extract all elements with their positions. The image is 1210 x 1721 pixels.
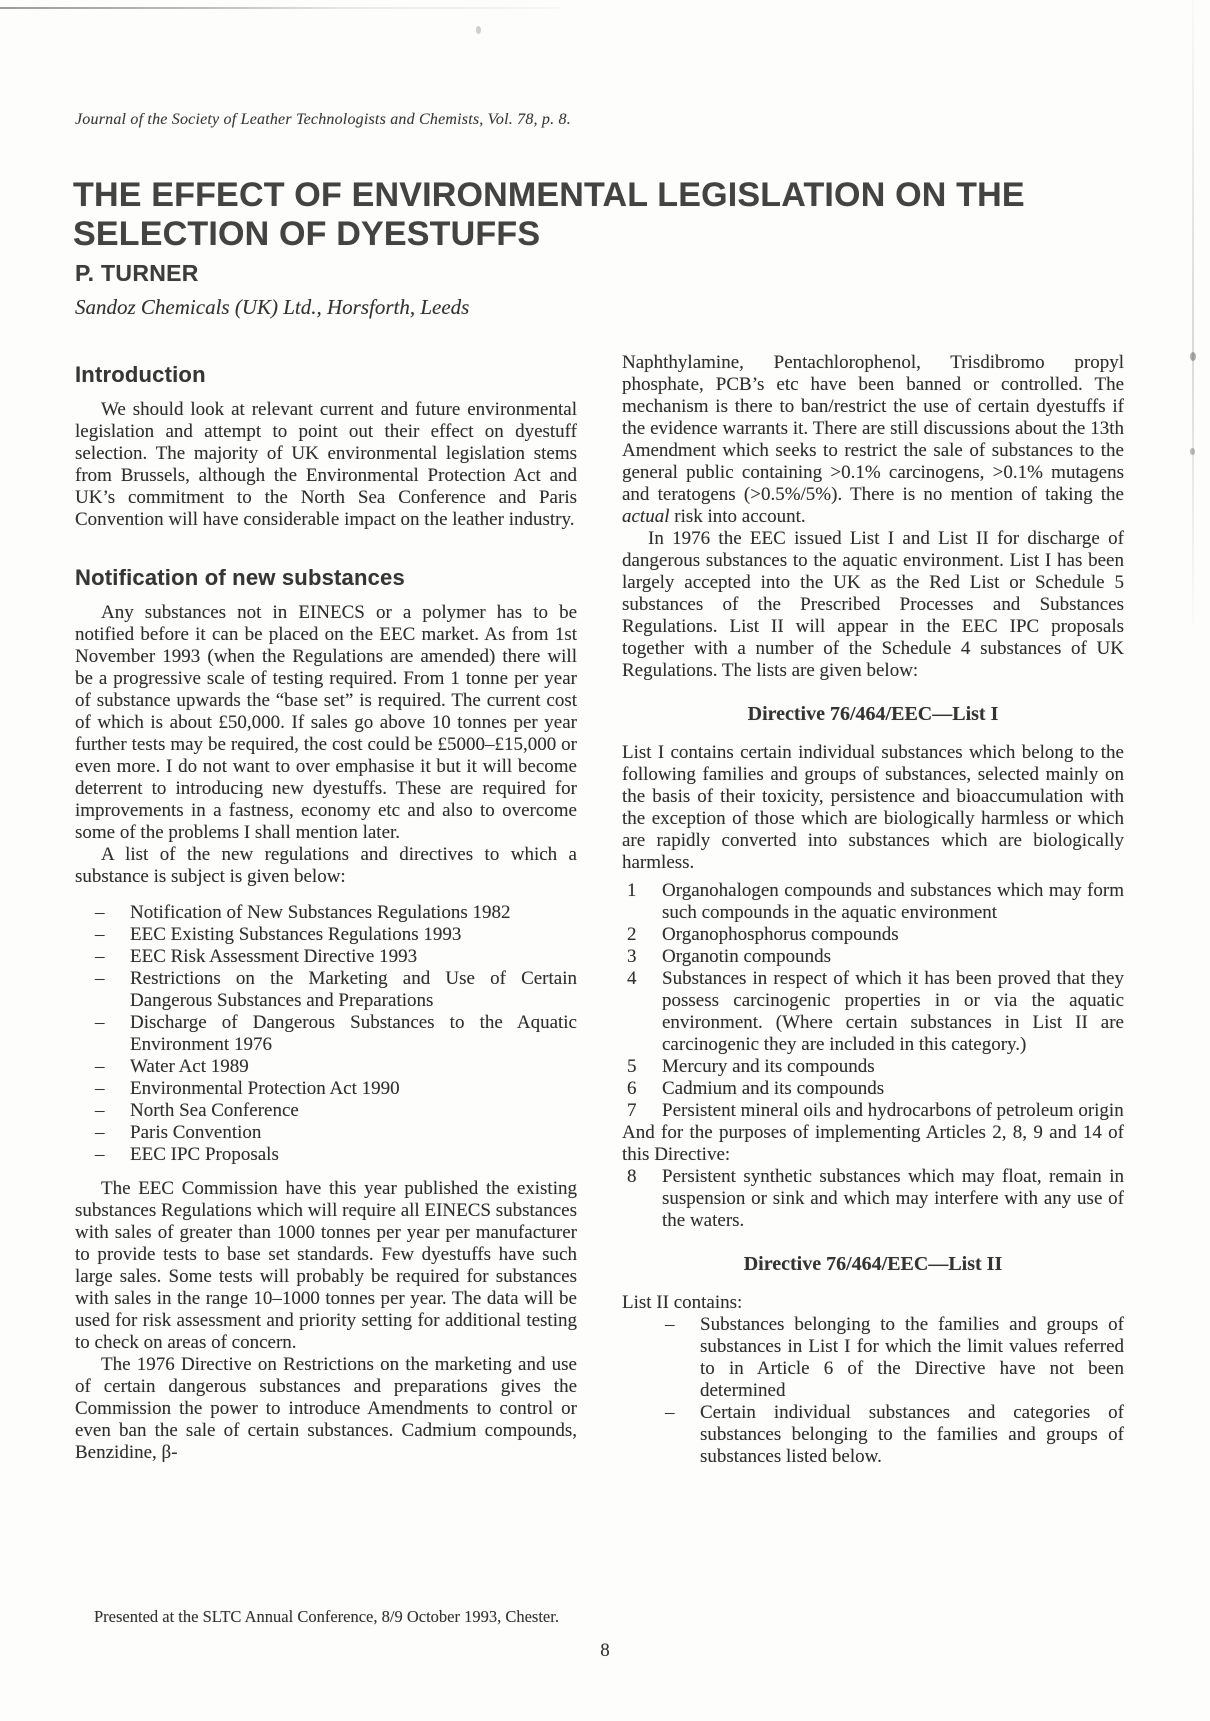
list1-intro-paragraph: List I contains certain individual substances which belong to the following families and groups of substances, selected mainly on the basis of their toxicity, persistence and bioaccumulation with the exception of those which are biologically harmless or which are rapidly converted into substances which are biologically harmless. (622, 742, 1124, 873)
regulations-list-item: – Paris Convention (75, 1122, 577, 1144)
list1-item-text: Mercury and its compounds (662, 1056, 875, 1077)
list1-item-number: 1 (627, 880, 637, 901)
notification-paragraph-1: Any substances not in EINECS or a polymer has to be notified before it can be placed on the EEC market. As from 1st November 1993 (when the Regulations are amended) there will be a progressive scale of testing required. From 1 tonne per year of substance upwards the “base set” is required. The current cost of which is about £50,000. If sales go above 10 tonnes per year further tests may be required, the cost could be £5000–£15,000 or even more. I do not want to over emphasise it but it will become deterrent to introducing new dyestuffs. These are required for improvements in a fastness, economy etc and also to overcome some of the problems I shall mention later. (75, 602, 577, 843)
presentation-footnote: Presented at the SLTC Annual Conference, 8/9 October 1993, Chester. (94, 1607, 559, 1626)
list1-item-number: 2 (627, 924, 637, 945)
regulations-list-item: – Environmental Protection Act 1990 (75, 1078, 577, 1100)
regulations-list-item: – Water Act 1989 (75, 1056, 577, 1078)
introduction-paragraph: We should look at relevant current and future environmental legislation and attempt to point out their effect on dyestuff selection. The majority of UK environmental legislation stems from Brussels, although the Environmental Protection Act and UK’s commitment to the North Sea Conference and Paris Convention will have considerable impact on the leather industry. (75, 399, 577, 530)
page-number: 8 (600, 1640, 610, 1661)
left-column (75, 362, 577, 1464)
author-name: P. TURNER (75, 260, 199, 286)
list1-item-text: Persistent mineral oils and hydrocarbons of petroleum origin (662, 1100, 1124, 1121)
section-heading-notification: Notification of new substances (75, 565, 405, 590)
list1-item-text: Organohalogen compounds and substances which may form such compounds in the aquatic environment (662, 880, 1124, 923)
directive-1976-paragraph: The 1976 Directive on Restrictions on the marketing and use of certain dangerous substances and preparations gives the Commission the power to introduce Amendments to control or even ban the sale of certain substances. Cadmium compounds, Benzidine, β- (75, 1354, 577, 1463)
list1-item (622, 880, 1124, 924)
list1-numbered-items (622, 880, 1124, 1122)
paper-title-line1: THE EFFECT OF ENVIRONMENTAL LEGISLATION ON THE (73, 176, 1025, 214)
regulations-list-item: – Discharge of Dangerous Substances to the Aquatic Environment 1976 (75, 1012, 577, 1056)
regulations-list-item: – North Sea Conference (75, 1100, 577, 1122)
list1-item-number: 3 (627, 946, 637, 967)
regulations-list-item: – EEC Existing Substances Regulations 1993 (75, 924, 577, 946)
continued-paragraph-italic-word: actual (622, 506, 670, 527)
list1-item-number: 6 (627, 1078, 637, 1099)
list2-intro-paragraph: List II contains: (622, 1292, 743, 1313)
notification-paragraph-2: A list of the new regulations and directives to which a substance is subject is given below: (75, 844, 577, 887)
regulations-list-item: – Notification of New Substances Regulations 1982 (75, 902, 577, 924)
list2-items (622, 1314, 1124, 1468)
author-affiliation: Sandoz Chemicals (UK) Ltd., Horsforth, Leeds (75, 295, 470, 319)
list1-item (622, 968, 1124, 1056)
paper-title-line2: SELECTION OF DYESTUFFS (73, 215, 541, 253)
scan-artifact-speck (476, 26, 481, 34)
list2-item: – Certain individual substances and categories of substances belonging to the families and groups of substances listed below. (622, 1402, 1124, 1468)
list1-item-text: Persistent synthetic substances which may float, remain in suspension or sink and which may interfere with any use of the waters. (662, 1166, 1124, 1231)
regulations-list (75, 902, 577, 1166)
eec-commission-paragraph: The EEC Commission have this year published the existing substances Regulations which will require all EINECS substances with sales of greater than 1000 tonnes per year per manufacturer to provide tests to base set standards. Few dyestuffs have such large sales. Some tests will probably be required for substances with sales in the range 10–1000 tonnes per year. The data will be used for risk assessment and priority setting for additional testing to check on areas of concern. (75, 1178, 577, 1353)
lists-issued-paragraph: In 1976 the EEC issued List I and List II for discharge of dangerous substances to the aquatic environment. List I has been largely accepted into the UK as the Red List or Schedule 5 substances of the Prescribed Processes and Substances Regulations. List II will appear in the EEC IPC proposals together with a number of the Schedule 4 substances of UK Regulations. The lists are given below: (622, 528, 1124, 681)
list1-item-8 (622, 1166, 1124, 1232)
directive-list1-heading: Directive 76/464/EEC—List I (747, 703, 999, 725)
list1-item-text: Organotin compounds (662, 946, 832, 967)
scan-artifact-speck (1190, 448, 1195, 455)
list1-item-number: 4 (627, 968, 637, 989)
list1-item-number: 8 (627, 1166, 637, 1187)
list1-item (622, 1100, 1124, 1122)
list1-item-text: Cadmium and its compounds (662, 1078, 885, 1099)
section-heading-introduction: Introduction (75, 362, 206, 387)
right-column (622, 352, 1124, 1468)
list1-item (622, 1056, 1124, 1078)
regulations-list-item: – EEC Risk Assessment Directive 1993 (75, 946, 577, 968)
scan-artifact-speck (1190, 352, 1196, 361)
scan-artifact-top-line (0, 7, 560, 9)
list2-item: – Substances belonging to the families and groups of substances in List I for which the limit values referred to in Article 6 of the Directive have not been determined (622, 1314, 1124, 1402)
list1-item-text: Organophosphorus compounds (662, 924, 899, 945)
list1-item (622, 1078, 1124, 1100)
continued-paragraph-text: Naphthylamine, Pentachlorophenol, Trisdibromo propyl phosphate, PCB’s etc have been banned or controlled. The mechanism is there to ban/restrict the use of certain dyestuffs if the evidence warrants it. There are still discussions about the 13th Amendment which seeks to restrict the sale of substances to the general public containing >0.1% carcinogens, >0.1% mutagens and teratogens (>0.5%/5%). There is no mention of taking the (622, 352, 1124, 505)
continued-paragraph (622, 352, 1124, 528)
paper-title (73, 176, 1025, 254)
list1-item-number: 5 (627, 1056, 637, 1077)
directive-list2-heading: Directive 76/464/EEC—List II (743, 1253, 1003, 1275)
scan-artifact-page-edge (1192, 0, 1194, 625)
list1-item (622, 946, 1124, 968)
list1-note-paragraph: And for the purposes of implementing Articles 2, 8, 9 and 14 of this Directive: (622, 1122, 1124, 1165)
regulations-list-item: – EEC IPC Proposals (75, 1144, 577, 1166)
list1-item (622, 924, 1124, 946)
list1-item-text: Substances in respect of which it has been proved that they possess carcinogenic properties in or via the aquatic environment. (Where certain substances in List II are carcinogenic they are included in this category.) (662, 968, 1124, 1055)
regulations-list-item: – Restrictions on the Marketing and Use of Certain Dangerous Substances and Preparations (75, 968, 577, 1012)
journal-citation-line: Journal of the Society of Leather Technologists and Chemists, Vol. 78, p. 8. (75, 111, 571, 128)
list1-item-number: 7 (627, 1100, 637, 1121)
continued-paragraph-text-end: risk into account. (669, 506, 806, 527)
